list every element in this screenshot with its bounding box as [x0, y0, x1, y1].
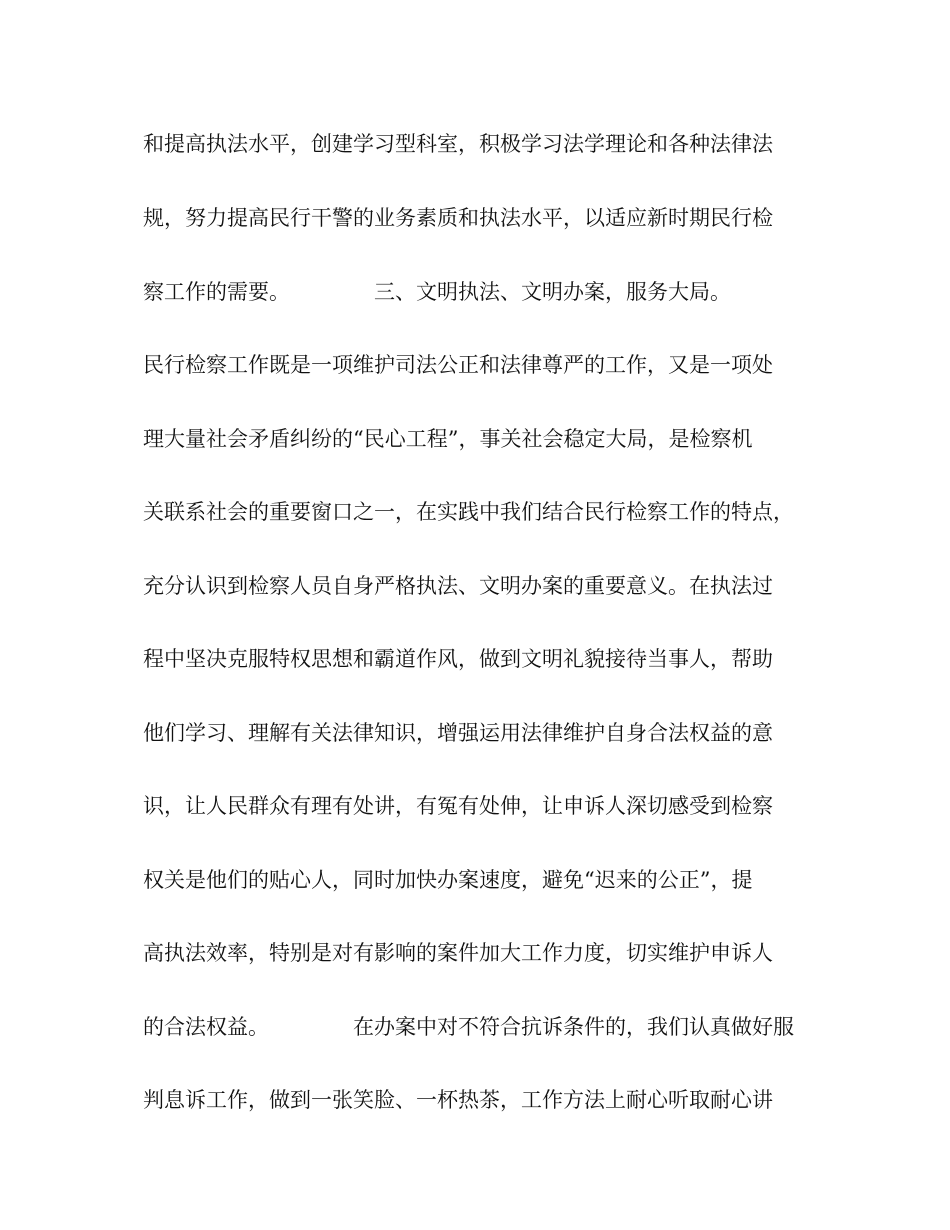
text-line-13-end: 在办案中对不符合抗诉条件的，我们认真做好服 [353, 1015, 794, 1039]
section-heading: 三、文明执法、文明办案，服务大局。 [374, 280, 731, 304]
text-line-14: 判息诉工作，做到一张笑脸、一杯热茶，工作方法上耐心听取耐心讲 [143, 1088, 773, 1112]
text-line-6: 关联系社会的重要窗口之一，在实践中我们结合民行检察工作的特点， [143, 500, 794, 524]
text-line-9: 他们学习、理解有关法律知识，增强运用法律维护自身合法权益的意 [143, 721, 773, 745]
text-line-12: 高执法效率，特别是对有影响的案件加大工作力度，切实维护申诉人 [143, 941, 773, 965]
text-line-4: 民行检察工作既是一项维护司法公正和法律尊严的工作，又是一项处 [143, 353, 773, 377]
text-line-8: 程中坚决克服特权思想和霸道作风，做到文明礼貌接待当事人，帮助 [143, 647, 773, 671]
text-line-3-start: 察工作的需要。 [143, 280, 290, 304]
text-line-13 [143, 1010, 813, 1044]
text-line-1: 和提高执法水平，创建学习型科室，积极学习法学理论和各种法律法 [143, 132, 773, 156]
text-line-7: 充分认识到检察人员自身严格执法、文明办案的重要意义。在执法过 [143, 574, 773, 598]
text-line-11: 权关是他们的贴心人，同时加快办案速度，避免“迟来的公正”，提 [143, 868, 753, 892]
text-line-2: 规，努力提高民行干警的业务素质和执法水平，以适应新时期民行检 [143, 206, 773, 230]
text-line-10: 识，让人民群众有理有处讲，有冤有处伸，让申诉人深切感受到检察 [143, 794, 773, 818]
text-line-5: 理大量社会矛盾纠纷的“民心工程”，事关社会稳定大局，是检察机 [143, 427, 753, 451]
text-line-3 [143, 275, 813, 309]
text-line-13-start: 的合法权益。 [143, 1015, 269, 1039]
